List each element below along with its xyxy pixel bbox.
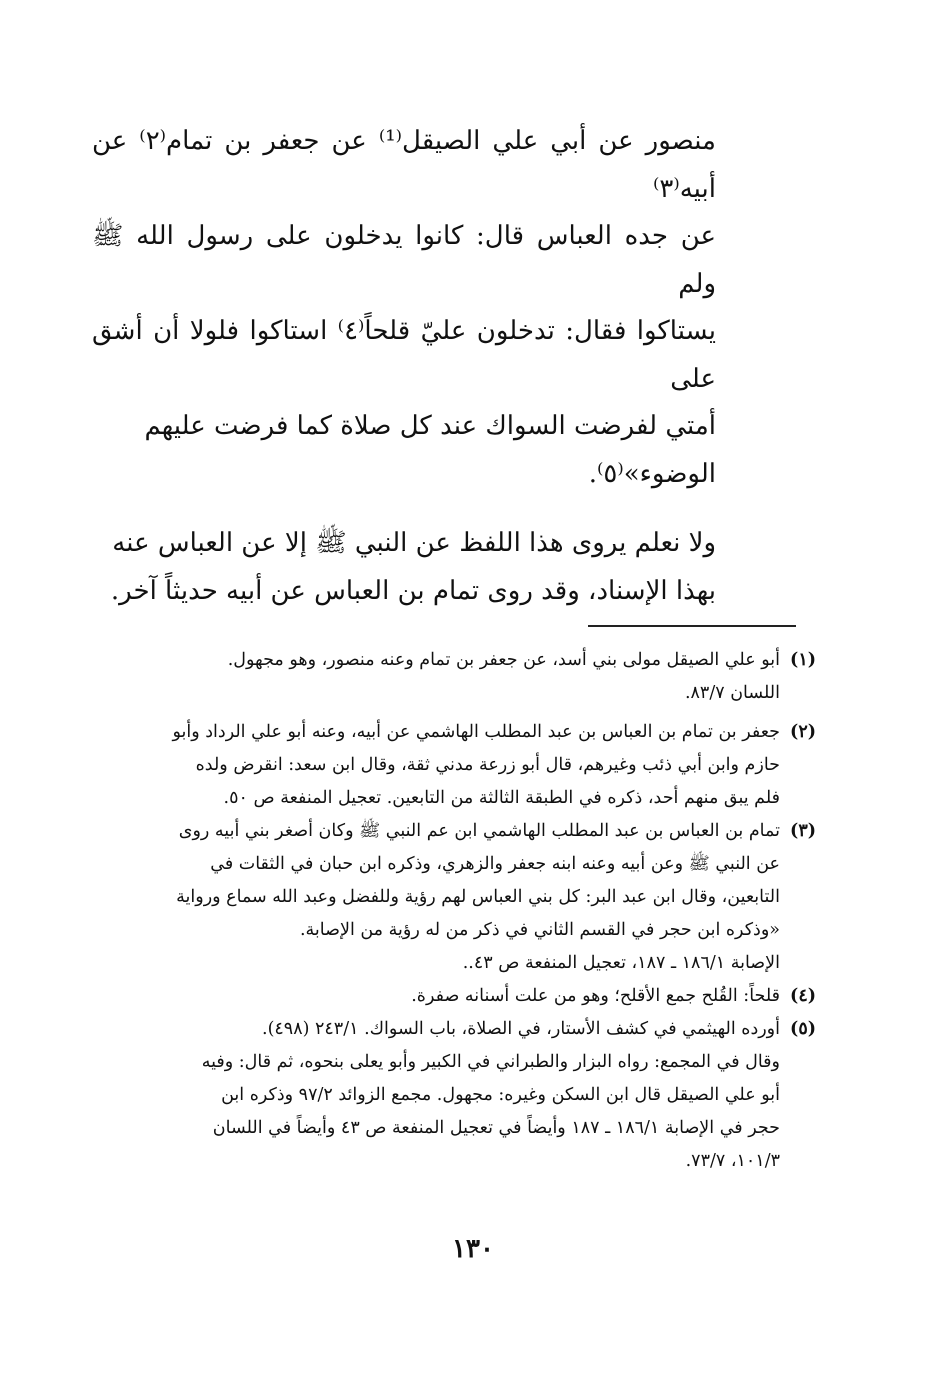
main-line: منصور عن أبي علي الصيقل⁽¹⁾ عن جعفر بن تمام⁽٢⁾ عن أبيه⁽٣⁾	[92, 126, 716, 204]
main-line: أمتي لفرضت السواك عند كل صلاة كما فرضت عليهم	[144, 411, 716, 441]
footnote-number: (٥)	[790, 1019, 816, 1039]
footnote-line: قلحاً: القُلح جمع الأقلح؛ وهو من علت أسنانه صفرة.	[411, 986, 780, 1006]
footnote-4	[100, 980, 816, 1013]
page-number: ١٣٠	[452, 1234, 494, 1264]
main-line: عن جده العباس قال: كانوا يدخلون على رسول الله ﷺ ولم	[92, 221, 716, 299]
footnote-line: التابعين، وقال ابن عبد البر: كل بني العباس لهم رؤية وللفضل وعبد الله سماع ورواية	[176, 887, 780, 907]
footnote-line: تمام بن العباس بن عبد المطلب الهاشمي ابن عم النبي ﷺ وكان أصغر بني أبيه روى	[178, 821, 780, 841]
footnote-line: «وذكره ابن حجر في القسم الثاني في ذكر من له رؤية من الإصابة.	[299, 920, 780, 940]
main-line: الوضوء»⁽٥⁾.	[588, 458, 716, 489]
footnote-line: فلم يبق منهم أحد، ذكره في الطبقة الثالثة من التابعين. تعجيل المنفعة ص ٥٠.	[223, 788, 780, 808]
footnotes	[100, 644, 816, 1178]
footnote-1	[100, 644, 816, 710]
footnote-line: أبو علي الصيقل مولى بني أسد، عن جعفر بن تمام وعنه منصور، وهو مجهول.	[227, 650, 780, 670]
main-line: ولا نعلم يروى هذا اللفظ عن النبي ﷺ إلا عن العباس عنه	[112, 528, 716, 558]
footnote-line: وقال في المجمع: رواه البزار والطبراني في الكبير وأبو يعلى بنحوه، ثم قال: وفيه	[201, 1052, 780, 1072]
footnote-3	[100, 815, 816, 980]
main-paragraph-1	[92, 118, 716, 498]
footnote-2	[100, 716, 816, 815]
footnote-number: (١)	[790, 650, 816, 670]
footnote-line: حازم وابن أبي ذئب وغيرهم، قال أبو زرعة مدني ثقة، وقال ابن سعد: انقرض ولده	[195, 755, 780, 775]
footnote-line: ١٠١/٣، ٧٣/٧.	[685, 1151, 780, 1171]
main-line: بهذا الإسناد، وقد روى تمام بن العباس عن أبيه حديثاً آخر.	[110, 575, 716, 606]
footnote-number: (٣)	[790, 821, 816, 841]
footnote-line: الإصابة ١٨٦/١ ـ ١٨٧، تعجيل المنفعة ص ٤٣..	[462, 953, 780, 973]
main-paragraph-2	[92, 520, 716, 615]
footnote-line: أبو علي الصيقل قال ابن السكن وغيره: مجهول. مجمع الزوائد ٩٧/٢ وذكره ابن	[221, 1085, 780, 1105]
main-text	[92, 118, 716, 615]
footnote-separator	[588, 625, 796, 627]
main-line: يستاكوا فقال: تدخلون عليّ قلحاً⁽٤⁾ استاكوا فلولا أن أشق على	[92, 316, 717, 394]
footnote-line: جعفر بن تمام بن العباس بن عبد المطلب الهاشمي عن أبيه، وعنه أبو علي الرداد وأبو	[172, 722, 780, 742]
footnote-number: (٢)	[790, 722, 816, 742]
footnote-line: حجر في الإصابة ١٨٦/١ ـ ١٨٧ وأيضاً في تعجيل المنفعة ص ٤٣ وأيضاً في اللسان	[212, 1118, 780, 1138]
footnote-line: أورده الهيثمي في كشف الأستار، في الصلاة، باب السواك. ٢٤٣/١ (٤٩٨).	[262, 1019, 780, 1039]
footnote-line: اللسان ٨٣/٧.	[684, 683, 780, 703]
footnote-number: (٤)	[790, 986, 816, 1006]
footnote-line: عن النبي ﷺ وعن أبيه وعنه ابنه جعفر والزهري، وذكره ابن حبان في الثقات في	[210, 854, 780, 874]
footnote-5	[100, 1013, 816, 1178]
